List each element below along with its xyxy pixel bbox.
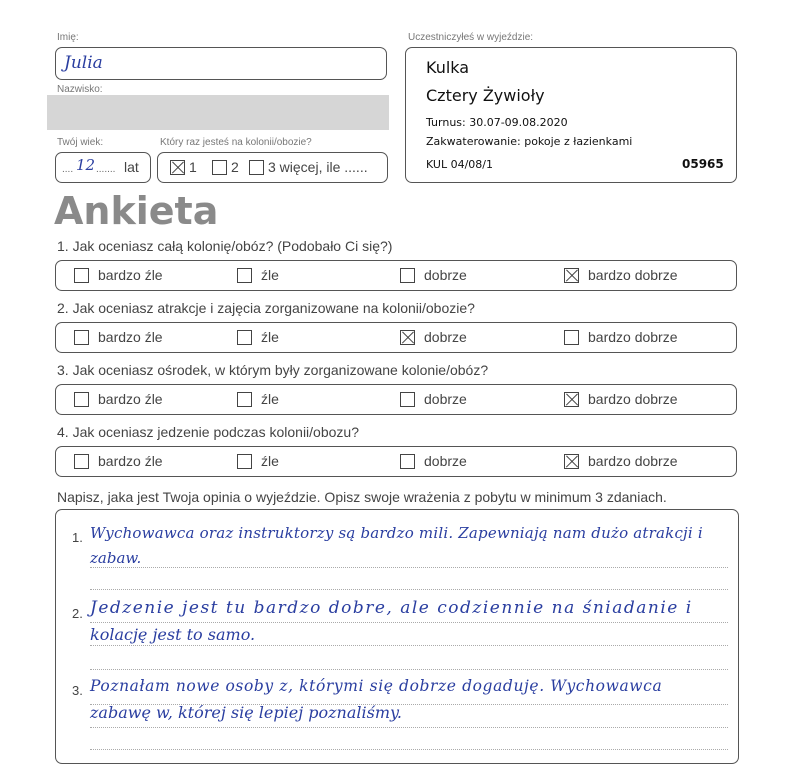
page-title: Ankieta (54, 189, 219, 233)
question-4-label: Jak oceniasz jedzenie podczas kolonii/obozu? (72, 424, 359, 440)
nazwisko-label: Nazwisko: (57, 84, 103, 95)
answer-1-line-1: Wychowawca oraz instruktorzy są bardzo mili. Zapewniają nam dużo atrakcji i (90, 524, 703, 542)
wyjazd-label: Uczestniczyłeś w wyjeździe: (408, 32, 534, 43)
question-3-checkbox-1[interactable] (74, 392, 89, 407)
sticker-turnus: Turnus: 30.07-09.08.2020 (426, 116, 568, 129)
question-1-number: 1. (57, 238, 69, 254)
question-3-number: 3. (57, 362, 69, 378)
question-4-option-2: źle (261, 453, 279, 469)
question-4-option-3: dobrze (424, 453, 467, 469)
answer-3-line-2: zabawę w, której się lepiej poznaliśmy. (90, 703, 402, 722)
question-4-number: 4. (57, 424, 69, 440)
answer-2-line-1: Jedzenie jest tu bardzo dobre, ale codziennie na śniadanie i (90, 598, 693, 618)
ktory-raz-option-1: 1 (189, 159, 197, 175)
question-3-checkbox-3[interactable] (400, 392, 415, 407)
imie-label: Imię: (57, 32, 79, 43)
answer-2-number: 2. (72, 606, 83, 621)
question-4-option-4: bardzo dobrze (588, 453, 678, 469)
question-3-option-3: dobrze (424, 391, 467, 407)
nazwisko-redaction (47, 95, 389, 130)
sticker-zakwaterowanie: Zakwaterowanie: pokoje z łazienkami (426, 135, 633, 148)
question-1-checkbox-4[interactable] (564, 268, 579, 283)
question-1-text (57, 238, 392, 254)
wiek-field[interactable]: .... 12 ....... lat (55, 152, 151, 183)
sticker-line1: Kulka (426, 58, 470, 77)
question-1-option-1: bardzo źle (98, 267, 163, 283)
question-2-checkbox-2[interactable] (237, 330, 252, 345)
wiek-label: Twój wiek: (57, 137, 104, 148)
sticker-line2: Cztery Żywioły (426, 86, 545, 105)
question-2-checkbox-1[interactable] (74, 330, 89, 345)
ktory-raz-label: Który raz jesteś na kolonii/obozie? (160, 137, 312, 148)
question-1-checkbox-1[interactable] (74, 268, 89, 283)
question-3-text (57, 362, 488, 378)
question-2-label: Jak oceniasz atrakcje i zajęcia zorganizowane na kolonii/obozie? (72, 300, 475, 316)
wiek-unit: lat (124, 159, 139, 175)
question-1-option-3: dobrze (424, 267, 467, 283)
sticker-code: KUL 04/08/1 (426, 158, 493, 171)
question-4-checkbox-3[interactable] (400, 454, 415, 469)
question-4-checkbox-2[interactable] (237, 454, 252, 469)
answer-2-line-2: kolację jest to samo. (90, 625, 256, 644)
question-3-checkbox-4[interactable] (564, 392, 579, 407)
wiek-value: 12 (76, 156, 96, 174)
question-4-text (57, 424, 359, 440)
question-4-options (55, 446, 737, 477)
answer-3-number: 3. (72, 683, 83, 698)
question-3-option-1: bardzo źle (98, 391, 163, 407)
answer-3-line-1: Poznałam nowe osoby z, którymi się dobrze dogaduję. Wychowawca (90, 677, 663, 695)
answer-1-number: 1. (72, 530, 83, 545)
question-3-checkbox-2[interactable] (237, 392, 252, 407)
question-1-option-4: bardzo dobrze (588, 267, 678, 283)
ktory-raz-checkbox-1[interactable] (170, 160, 185, 175)
question-2-option-4: bardzo dobrze (588, 329, 678, 345)
question-1-options (55, 260, 737, 291)
question-3-option-2: źle (261, 391, 279, 407)
question-2-checkbox-3[interactable] (400, 330, 415, 345)
ktory-raz-option-3: 3 więcej, ile ...... (268, 159, 368, 175)
question-2-option-1: bardzo źle (98, 329, 163, 345)
question-2-number: 2. (57, 300, 69, 316)
question-4-checkbox-4[interactable] (564, 454, 579, 469)
question-3-label: Jak oceniasz ośrodek, w którym były zorganizowane kolonie/obóz? (72, 362, 489, 378)
ktory-raz-field (157, 152, 388, 183)
question-4-option-1: bardzo źle (98, 453, 163, 469)
question-2-checkbox-4[interactable] (564, 330, 579, 345)
question-1-checkbox-3[interactable] (400, 268, 415, 283)
answer-1-line-2: zabaw. (90, 549, 142, 567)
question-3-options (55, 384, 737, 415)
question-2-option-2: źle (261, 329, 279, 345)
question-2-text (57, 300, 475, 316)
imie-value: Julia (64, 53, 103, 73)
ktory-raz-checkbox-3[interactable] (249, 160, 264, 175)
question-2-option-3: dobrze (424, 329, 467, 345)
question-1-option-2: źle (261, 267, 279, 283)
question-2-options (55, 322, 737, 353)
sticker-number: 05965 (682, 157, 724, 171)
ktory-raz-checkbox-2[interactable] (212, 160, 227, 175)
question-3-option-4: bardzo dobrze (588, 391, 678, 407)
ktory-raz-option-2: 2 (231, 159, 239, 175)
trip-sticker (405, 47, 737, 183)
opinion-prompt: Napisz, jaka jest Twoja opinia o wyjeździe. Opisz swoje wrażenia z pobytu w minimum 3 zdaniach. (57, 489, 667, 505)
question-1-label: Jak oceniasz całą kolonię/obóz? (Podobało Ci się?) (72, 238, 393, 254)
question-4-checkbox-1[interactable] (74, 454, 89, 469)
question-1-checkbox-2[interactable] (237, 268, 252, 283)
imie-field[interactable] (55, 47, 387, 80)
